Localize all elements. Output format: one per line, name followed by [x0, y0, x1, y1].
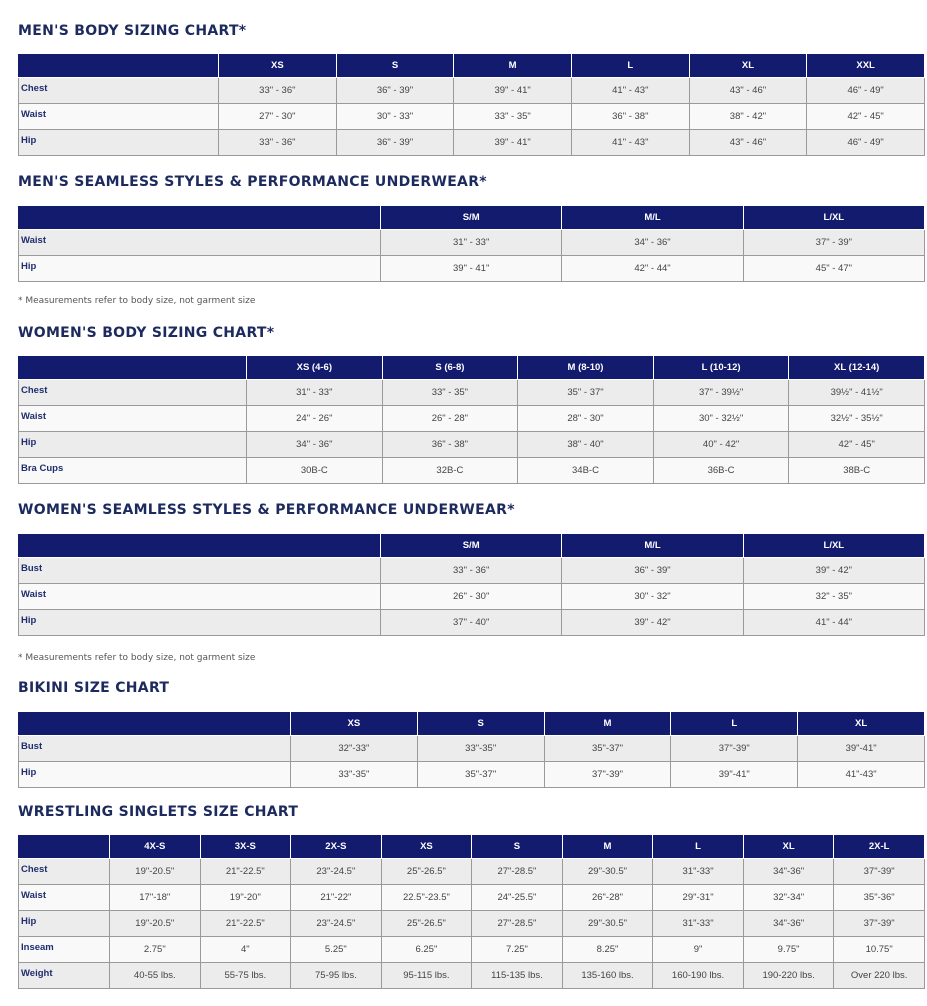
header-blank-cell	[19, 356, 247, 380]
measurement-cell: 39"-41"	[798, 736, 925, 762]
measurement-cell: 39" - 41"	[381, 256, 562, 282]
table-row	[19, 937, 925, 963]
measurement-cell: 8.25"	[562, 937, 653, 963]
measurement-cell: 36B-C	[653, 458, 789, 484]
size-header: XS	[381, 835, 472, 859]
measurement-cell: 37" - 39"	[743, 230, 924, 256]
table-row	[19, 736, 925, 762]
measurement-cell: 37" - 39½"	[653, 380, 789, 406]
measurement-cell: 115-135 lbs.	[472, 963, 563, 989]
table-row	[19, 130, 925, 156]
mens-body-title: MEN'S BODY SIZING CHART*	[18, 23, 247, 39]
row-label: Bust	[19, 558, 381, 584]
measurement-cell: 35" - 37"	[518, 380, 654, 406]
header-row	[19, 534, 925, 558]
measurement-cell: 31"-33"	[653, 859, 744, 885]
wrestling-table	[18, 834, 925, 989]
measurement-cell: 33" - 35"	[382, 380, 518, 406]
row-label: Weight	[19, 963, 110, 989]
size-header: M	[562, 835, 653, 859]
bikini-section	[18, 677, 924, 788]
measurement-cell: 42" - 44"	[562, 256, 743, 282]
mens-seamless-title: MEN'S SEAMLESS STYLES & PERFORMANCE UNDERWEAR*	[18, 174, 487, 190]
womens-seamless-section	[18, 499, 924, 636]
mens-body-section	[18, 20, 924, 156]
header-blank-cell	[19, 206, 381, 230]
measurement-cell: 27"-28.5"	[472, 911, 563, 937]
row-label: Hip	[19, 256, 381, 282]
measurement-cell: 9.75"	[743, 937, 834, 963]
measurement-cell: 31" - 33"	[247, 380, 383, 406]
measurement-cell: 19"-20"	[200, 885, 291, 911]
bikini-title: BIKINI SIZE CHART	[18, 680, 170, 696]
header-row	[19, 835, 925, 859]
measurement-cell: 190-220 lbs.	[743, 963, 834, 989]
mens-seamless-note: * Measurements refer to body size, not garment size	[18, 296, 256, 306]
size-header: XL (12-14)	[789, 356, 925, 380]
womens-body-table	[18, 355, 925, 484]
measurement-cell: 35"-37"	[417, 762, 544, 788]
measurement-cell: Over 220 lbs.	[834, 963, 925, 989]
row-label: Chest	[19, 380, 247, 406]
measurement-cell: 39" - 42"	[562, 610, 743, 636]
measurement-cell: 39" - 42"	[743, 558, 924, 584]
measurement-cell: 40" - 42"	[653, 432, 789, 458]
measurement-cell: 33"-35"	[291, 762, 418, 788]
measurement-cell: 37"-39"	[834, 911, 925, 937]
bikini-table	[18, 711, 925, 788]
measurement-cell: 41" - 43"	[571, 78, 689, 104]
measurement-cell: 36" - 39"	[336, 130, 454, 156]
measurement-cell: 26"-28"	[562, 885, 653, 911]
measurement-cell: 23"-24.5"	[291, 859, 382, 885]
size-header: L	[671, 712, 798, 736]
womens-body-title: WOMEN'S BODY SIZING CHART*	[18, 325, 275, 341]
size-header: M	[454, 54, 572, 78]
measurement-cell: 36" - 38"	[382, 432, 518, 458]
womens-seamless-title: WOMEN'S SEAMLESS STYLES & PERFORMANCE UNDERWEAR*	[18, 502, 515, 518]
womens-seamless-table	[18, 533, 925, 636]
measurement-cell: 40-55 lbs.	[110, 963, 201, 989]
table-row	[19, 885, 925, 911]
measurement-cell: 135-160 lbs.	[562, 963, 653, 989]
wrestling-title: WRESTLING SINGLETS SIZE CHART	[18, 804, 299, 820]
measurement-cell: 22.5"-23.5"	[381, 885, 472, 911]
measurement-cell: 2.75"	[110, 937, 201, 963]
row-label: Waist	[19, 885, 110, 911]
measurement-cell: 36" - 38"	[571, 104, 689, 130]
measurement-cell: 34B-C	[518, 458, 654, 484]
row-label: Hip	[19, 610, 381, 636]
wrestling-section	[18, 801, 924, 989]
size-header: XS	[219, 54, 337, 78]
size-header: M/L	[562, 206, 743, 230]
measurement-cell: 32½" - 35½"	[789, 406, 925, 432]
header-row	[19, 54, 925, 78]
measurement-cell: 23"-24.5"	[291, 911, 382, 937]
row-label: Chest	[19, 859, 110, 885]
size-header: M	[544, 712, 671, 736]
row-label: Inseam	[19, 937, 110, 963]
table-row	[19, 230, 925, 256]
measurement-cell: 30" - 32½"	[653, 406, 789, 432]
header-blank-cell	[19, 835, 110, 859]
measurement-cell: 26" - 28"	[382, 406, 518, 432]
measurement-cell: 41" - 44"	[743, 610, 924, 636]
measurement-cell: 39"-41"	[671, 762, 798, 788]
row-label: Bust	[19, 736, 291, 762]
size-header: 4X-S	[110, 835, 201, 859]
measurement-cell: 29"-30.5"	[562, 911, 653, 937]
measurement-cell: 30" - 33"	[336, 104, 454, 130]
measurement-cell: 25"-26.5"	[381, 911, 472, 937]
measurement-cell: 19"-20.5"	[110, 859, 201, 885]
measurement-cell: 36" - 39"	[336, 78, 454, 104]
measurement-cell: 38" - 40"	[518, 432, 654, 458]
header-row	[19, 712, 925, 736]
size-header: 2X-L	[834, 835, 925, 859]
measurement-cell: 19"-20.5"	[110, 911, 201, 937]
measurement-cell: 30" - 32"	[562, 584, 743, 610]
measurement-cell: 33" - 36"	[219, 78, 337, 104]
size-header: XL	[798, 712, 925, 736]
womens-body-section	[18, 322, 924, 484]
measurement-cell: 32" - 35"	[743, 584, 924, 610]
measurement-cell: 27" - 30"	[219, 104, 337, 130]
mens-seamless-table	[18, 205, 925, 282]
table-row	[19, 610, 925, 636]
measurement-cell: 10.75"	[834, 937, 925, 963]
measurement-cell: 38B-C	[789, 458, 925, 484]
measurement-cell: 37" - 40"	[381, 610, 562, 636]
measurement-cell: 34"-36"	[743, 911, 834, 937]
measurement-cell: 46" - 49"	[807, 78, 925, 104]
row-label: Chest	[19, 78, 219, 104]
measurement-cell: 33"-35"	[417, 736, 544, 762]
table-row	[19, 963, 925, 989]
measurement-cell: 95-115 lbs.	[381, 963, 472, 989]
header-row	[19, 206, 925, 230]
measurement-cell: 43" - 46"	[689, 78, 807, 104]
table-row	[19, 406, 925, 432]
measurement-cell: 39½" - 41½"	[789, 380, 925, 406]
size-header: L/XL	[743, 206, 924, 230]
size-header: XS	[291, 712, 418, 736]
measurement-cell: 42" - 45"	[789, 432, 925, 458]
size-header: M (8-10)	[518, 356, 654, 380]
measurement-cell: 6.25"	[381, 937, 472, 963]
header-blank-cell	[19, 712, 291, 736]
size-header: XXL	[807, 54, 925, 78]
measurement-cell: 34" - 36"	[562, 230, 743, 256]
measurement-cell: 41" - 43"	[571, 130, 689, 156]
table-row	[19, 432, 925, 458]
measurement-cell: 46" - 49"	[807, 130, 925, 156]
size-header: S	[336, 54, 454, 78]
measurement-cell: 21"-22"	[291, 885, 382, 911]
size-header: L (10-12)	[653, 356, 789, 380]
table-row	[19, 859, 925, 885]
measurement-cell: 35"-37"	[544, 736, 671, 762]
measurement-cell: 7.25"	[472, 937, 563, 963]
measurement-cell: 35"-36"	[834, 885, 925, 911]
size-header: S	[417, 712, 544, 736]
table-row	[19, 458, 925, 484]
measurement-cell: 30B-C	[247, 458, 383, 484]
size-header: L	[571, 54, 689, 78]
size-header: XL	[689, 54, 807, 78]
measurement-cell: 39" - 41"	[454, 78, 572, 104]
header-row	[19, 356, 925, 380]
measurement-cell: 32"-33"	[291, 736, 418, 762]
measurement-cell: 39" - 41"	[454, 130, 572, 156]
measurement-cell: 24" - 26"	[247, 406, 383, 432]
size-header: S	[472, 835, 563, 859]
measurement-cell: 17"-18"	[110, 885, 201, 911]
measurement-cell: 34"-36"	[743, 859, 834, 885]
row-label: Hip	[19, 911, 110, 937]
measurement-cell: 45" - 47"	[743, 256, 924, 282]
row-label: Hip	[19, 762, 291, 788]
table-row	[19, 762, 925, 788]
womens-seamless-note: * Measurements refer to body size, not garment size	[18, 653, 256, 663]
measurement-cell: 27"-28.5"	[472, 859, 563, 885]
measurement-cell: 32"-34"	[743, 885, 834, 911]
size-header: S/M	[381, 206, 562, 230]
size-header: 3X-S	[200, 835, 291, 859]
header-blank-cell	[19, 54, 219, 78]
measurement-cell: 25"-26.5"	[381, 859, 472, 885]
measurement-cell: 4"	[200, 937, 291, 963]
measurement-cell: 36" - 39"	[562, 558, 743, 584]
measurement-cell: 31" - 33"	[381, 230, 562, 256]
mens-seamless-section	[18, 171, 924, 282]
table-row	[19, 558, 925, 584]
size-header: L	[653, 835, 744, 859]
measurement-cell: 21"-22.5"	[200, 859, 291, 885]
measurement-cell: 31"-33"	[653, 911, 744, 937]
table-row	[19, 380, 925, 406]
row-label: Waist	[19, 104, 219, 130]
measurement-cell: 32B-C	[382, 458, 518, 484]
measurement-cell: 38" - 42"	[689, 104, 807, 130]
size-header: M/L	[562, 534, 743, 558]
measurement-cell: 37"-39"	[544, 762, 671, 788]
measurement-cell: 75-95 lbs.	[291, 963, 382, 989]
measurement-cell: 21"-22.5"	[200, 911, 291, 937]
row-label: Hip	[19, 130, 219, 156]
row-label: Waist	[19, 230, 381, 256]
size-header: XS (4-6)	[247, 356, 383, 380]
measurement-cell: 37"-39"	[671, 736, 798, 762]
measurement-cell: 43" - 46"	[689, 130, 807, 156]
measurement-cell: 9"	[653, 937, 744, 963]
measurement-cell: 26" - 30"	[381, 584, 562, 610]
measurement-cell: 41"-43"	[798, 762, 925, 788]
table-row	[19, 256, 925, 282]
measurement-cell: 5.25"	[291, 937, 382, 963]
header-blank-cell	[19, 534, 381, 558]
measurement-cell: 37"-39"	[834, 859, 925, 885]
row-label: Hip	[19, 432, 247, 458]
size-header: XL	[743, 835, 834, 859]
table-row	[19, 78, 925, 104]
measurement-cell: 42" - 45"	[807, 104, 925, 130]
mens-body-table	[18, 53, 925, 156]
size-header: L/XL	[743, 534, 924, 558]
measurement-cell: 33" - 35"	[454, 104, 572, 130]
measurement-cell: 29"-30.5"	[562, 859, 653, 885]
measurement-cell: 33" - 36"	[219, 130, 337, 156]
measurement-cell: 24"-25.5"	[472, 885, 563, 911]
row-label: Waist	[19, 584, 381, 610]
size-header: S/M	[381, 534, 562, 558]
measurement-cell: 33" - 36"	[381, 558, 562, 584]
table-row	[19, 911, 925, 937]
measurement-cell: 29"-31"	[653, 885, 744, 911]
measurement-cell: 160-190 lbs.	[653, 963, 744, 989]
row-label: Bra Cups	[19, 458, 247, 484]
size-header: S (6-8)	[382, 356, 518, 380]
measurement-cell: 55-75 lbs.	[200, 963, 291, 989]
size-header: 2X-S	[291, 835, 382, 859]
row-label: Waist	[19, 406, 247, 432]
table-row	[19, 104, 925, 130]
measurement-cell: 28" - 30"	[518, 406, 654, 432]
table-row	[19, 584, 925, 610]
measurement-cell: 34" - 36"	[247, 432, 383, 458]
